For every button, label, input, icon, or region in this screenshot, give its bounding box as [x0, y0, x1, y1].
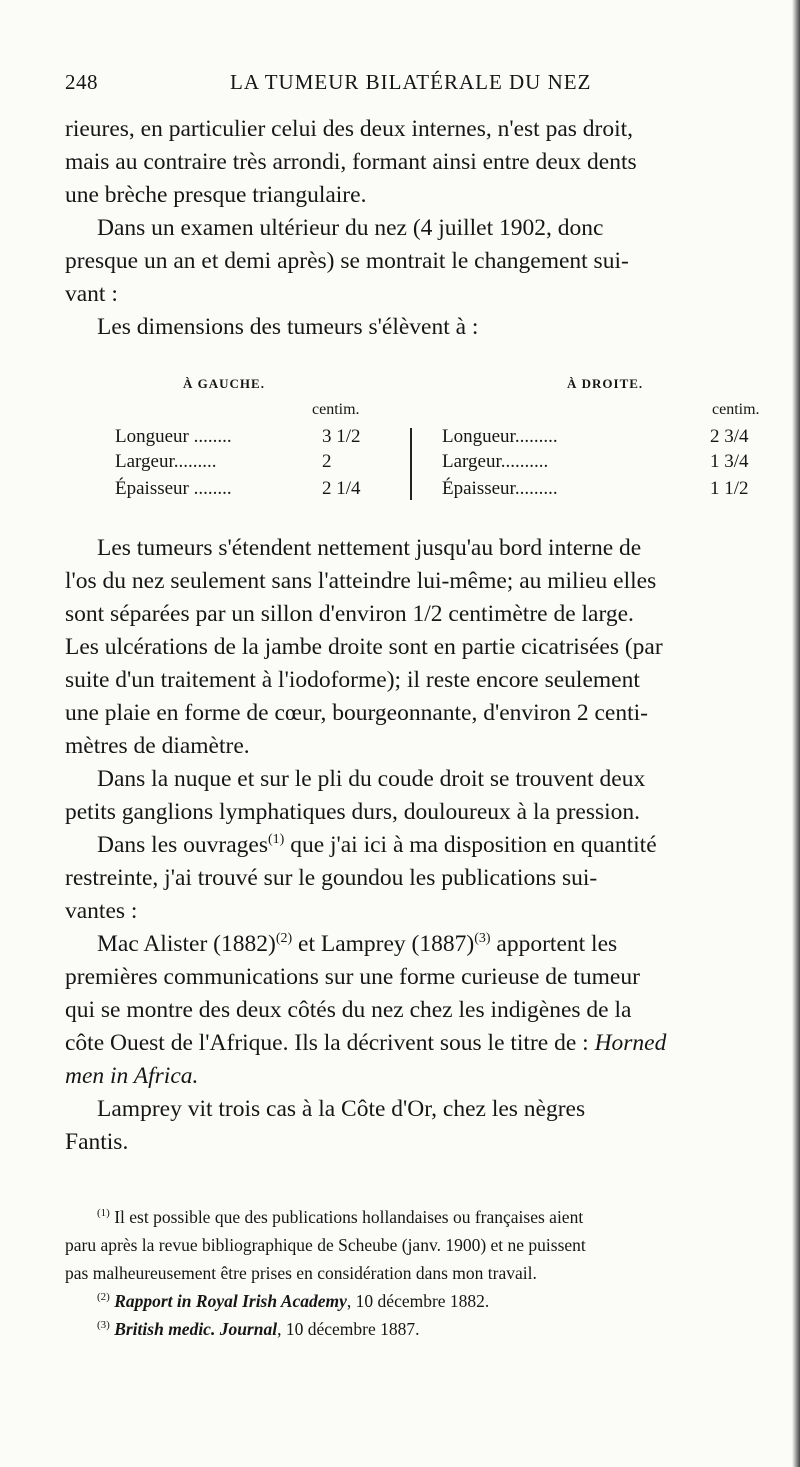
right-row-label: Longueur.........	[442, 426, 558, 447]
footnotes	[65, 1203, 785, 1343]
page-edge-shadow	[792, 0, 800, 1467]
text-line: une brèche presque triangulaire.	[65, 182, 367, 208]
right-row-value: 1 1/2	[710, 478, 749, 499]
text-line: Mac Alister (1882)	[97, 931, 276, 957]
footnote-mark: (2)	[97, 1291, 110, 1303]
text-line: Lamprey vit trois cas à la Côte d'Or, chez les nègres	[97, 1096, 586, 1122]
text-line: Dans les ouvrages	[97, 832, 268, 858]
footnote-1	[65, 1203, 785, 1287]
running-title: LA TUMEUR BILATÉRALE DU NEZ	[230, 70, 592, 94]
footnote-source: Rapport in Royal Irish Academy	[114, 1291, 347, 1311]
paragraph-8	[65, 1093, 785, 1159]
text-line: presque un an et demi après) se montrait le changement sui-	[65, 248, 629, 274]
left-row-label: Largeur.........	[115, 451, 217, 472]
text-line: apportent les	[490, 931, 618, 957]
text-line: et Lamprey (1887)	[292, 931, 475, 957]
text-line: Les tumeurs s'étendent nettement jusqu'au bord interne de	[97, 535, 642, 561]
text-line: l'os du nez seulement sans l'atteindre lui-même; au milieu elles	[65, 568, 657, 594]
footnote-text: Il est possible que des publications hollandaises ou françaises aient	[114, 1207, 584, 1227]
body-text-top	[65, 113, 785, 344]
text-line: restreinte, j'ai trouvé sur le goundou les publications sui-	[65, 865, 598, 891]
footnote-3	[65, 1315, 785, 1343]
left-row-value: 3 1/2	[322, 426, 361, 447]
text-line: petits ganglions lymphatiques durs, douloureux à la pression.	[65, 799, 641, 825]
left-row-label: Épaisseur ........	[115, 478, 232, 499]
right-row-label: Épaisseur.........	[442, 478, 558, 499]
text-line: suite d'un traitement à l'iodoforme); il reste encore seulement	[65, 667, 640, 693]
text-line: mètres de diamètre.	[65, 733, 250, 759]
text-line: que j'ai ici à ma disposition en quantité	[284, 832, 657, 858]
footnote-text: , 10 décembre 1887.	[277, 1319, 420, 1339]
left-caption: À GAUCHE.	[183, 376, 265, 391]
text-line: premières communications sur une forme curieuse de tumeur	[65, 964, 640, 990]
paragraph-1	[65, 113, 785, 212]
footnote-text: , 10 décembre 1882.	[346, 1291, 490, 1311]
paragraph-2	[65, 212, 785, 311]
text-line: côte Ouest de l'Afrique. Ils la décrivent sous le titre de :	[65, 1030, 595, 1056]
footnote-ref: (2)	[275, 931, 293, 946]
text-line: sont séparées par un sillon d'environ 1/2 centimètre de large.	[65, 601, 634, 627]
right-caption: À DROITE.	[567, 376, 644, 391]
paragraph-6	[65, 829, 785, 928]
text-line: vant :	[65, 281, 118, 307]
paragraph-4	[65, 532, 785, 763]
left-row-label: Longueur ........	[115, 426, 232, 447]
footnote-source: British medic. Journal	[114, 1319, 278, 1339]
footnote-mark: (3)	[97, 1319, 110, 1331]
text-line: une plaie en forme de cœur, bourgeonnante, d'environ 2 centi-	[65, 700, 648, 726]
left-row-value: 2	[322, 451, 332, 472]
text-line: Les dimensions des tumeurs s'élèvent à :	[97, 314, 479, 340]
body-text-main	[65, 532, 785, 1159]
text-line: Dans un examen ultérieur du nez (4 juillet 1902, donc	[97, 215, 604, 241]
text-line: mais au contraire très arrondi, formant ainsi entre deux dents	[65, 149, 637, 175]
footnote-text: paru après la revue bibliographique de Scheube (janv. 1900) et ne puissent	[65, 1235, 586, 1255]
left-unit: centim.	[312, 401, 360, 418]
right-row-value: 2 3/4	[710, 426, 749, 447]
right-row-value: 1 3/4	[710, 451, 749, 472]
paragraph-5	[65, 763, 785, 829]
paragraph-3	[65, 311, 785, 344]
footnote-ref: (3)	[474, 931, 491, 946]
italic-title: Horned	[594, 1030, 667, 1056]
left-row-value: 2 1/4	[322, 478, 361, 499]
footnote-text: pas malheureusement être prises en considération dans mon travail.	[65, 1263, 537, 1283]
text-line: Les ulcérations de la jambe droite sont en partie cicatrisées (par	[65, 634, 663, 660]
text-line: vantes :	[65, 898, 138, 924]
paragraph-7	[65, 928, 785, 1093]
footnote-mark: (1)	[97, 1207, 110, 1219]
footnote-2	[65, 1287, 785, 1315]
table-divider	[410, 428, 412, 500]
text-line: rieures, en particulier celui des deux internes, n'est pas droit,	[65, 116, 634, 142]
text-line: Dans la nuque et sur le pli du coude droit se trouvent deux	[97, 766, 646, 792]
text-line: Fantis.	[65, 1129, 129, 1155]
italic-title: men in Africa.	[65, 1063, 199, 1089]
page-number: 248	[65, 70, 98, 94]
right-unit: centim.	[712, 401, 760, 418]
right-row-label: Largeur..........	[442, 451, 549, 472]
text-line: qui se montre des deux côtés du nez chez les indigènes de la	[65, 997, 632, 1023]
footnote-ref: (1)	[267, 832, 285, 847]
